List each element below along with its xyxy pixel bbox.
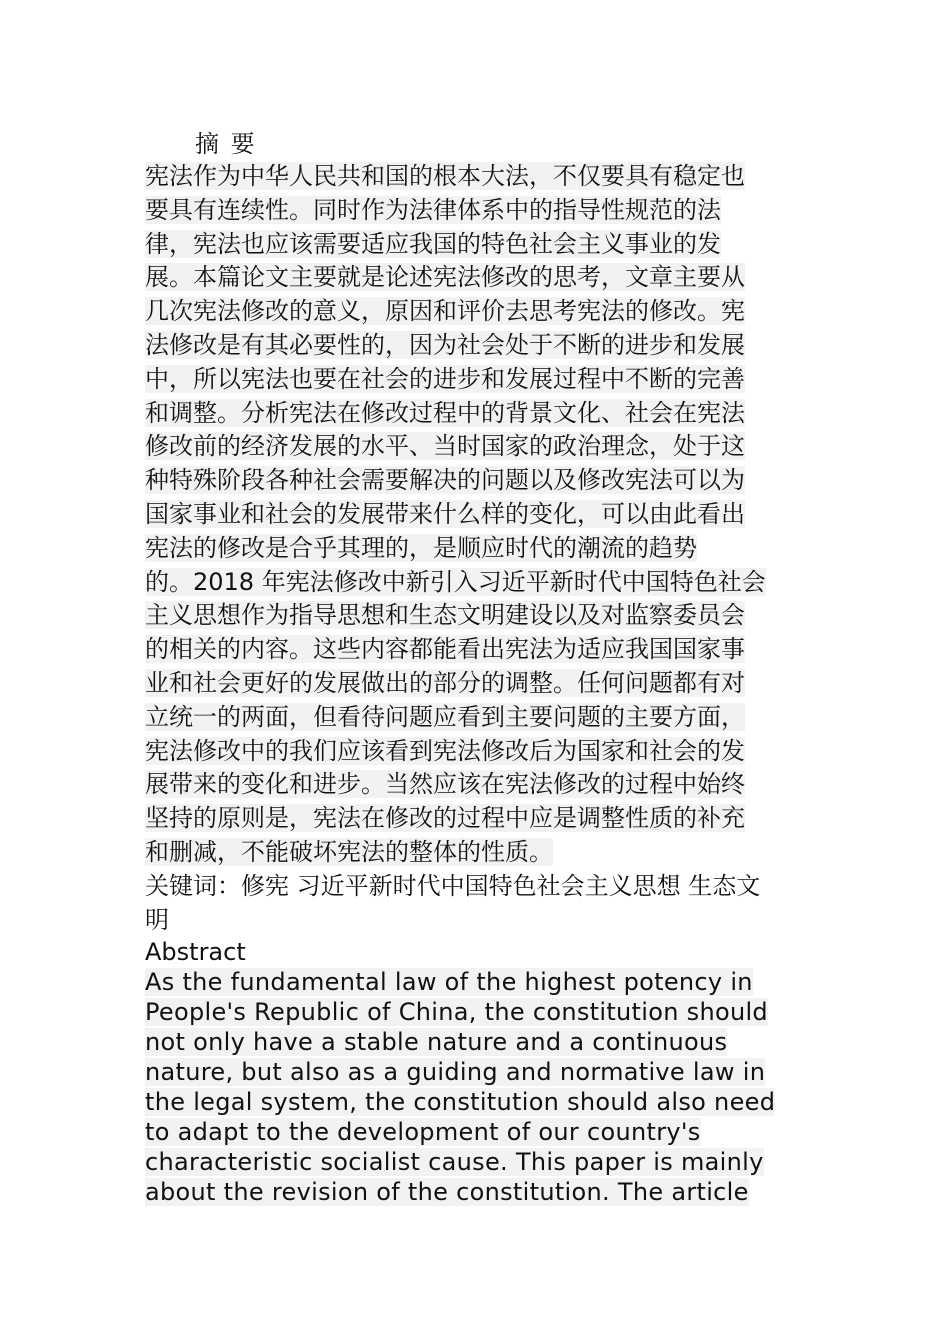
abstract-en-line [145,997,805,1027]
abstract-cn-line [145,261,805,295]
abstract-cn-line [145,329,805,363]
abstract-en-line-text: characteristic socialist cause. This paper is mainly [145,1148,764,1177]
abstract-cn-line-text: 坚持的原则是，宪法在修改的过程中应是调整性质的补充 [145,804,745,833]
abstract-cn-line-text: 业和社会更好的发展做出的部分的调整。任何问题都有对 [145,668,745,697]
abstract-cn-line [145,430,805,464]
abstract-en-line [145,1057,805,1087]
abstract-cn-line-text: 修改前的经济发展的水平、当时国家的政治理念，处于这 [145,432,745,461]
abstract-en-line [145,1147,805,1177]
abstract-cn-line-text: 要具有连续性。同时作为法律体系中的指导性规范的法 [145,195,721,224]
document-page [145,128,805,1207]
abstract-cn-line [145,228,805,262]
abstract-cn-line-text: 几次宪法修改的意义，原因和评价去思考宪法的修改。宪 [145,297,745,326]
abstract-cn-line-text: 主义思想作为指导思想和生态文明建设以及对监察委员会 [145,601,745,630]
abstract-cn-line [145,194,805,228]
abstract-cn-line [145,160,805,194]
abstract-en-line [145,1027,805,1057]
abstract-en-line [145,967,805,997]
abstract-en-title: Abstract [145,938,246,967]
abstract-en-body [145,967,805,1207]
abstract-cn-line-text: 立统一的两面，但看待问题应看到主要问题的主要方面， [145,702,745,731]
abstract-en-line-text: to adapt to the development of our country's [145,1118,701,1147]
keywords-line: 关键词：修宪 习近平新时代中国特色社会主义思想 生态文 [145,871,761,900]
abstract-cn-line [145,836,805,870]
abstract-cn-line [145,566,805,600]
abstract-en-line-text: People's Republic of China, the constitution should [145,998,768,1027]
abstract-cn-line-text: 宪法的修改是合乎其理的，是顺应时代的潮流的趋势 [145,533,697,562]
abstract-cn-line [145,498,805,532]
abstract-cn-line-text: 法修改是有其必要性的，因为社会处于不断的进步和发展 [145,330,745,359]
abstract-cn-line [145,802,805,836]
abstract-en-line-text: nature, but also as a guiding and normative law in [145,1058,766,1087]
keywords-block [145,870,805,938]
abstract-en-line [145,1177,805,1207]
abstract-cn-line [145,701,805,735]
abstract-cn-line-text: 展带来的变化和进步。当然应该在宪法修改的过程中始终 [145,770,745,799]
abstract-cn-line-text: 展。本篇论文主要就是论述宪法修改的思考，文章主要从 [145,263,745,292]
abstract-cn-line-text: 中，所以宪法也要在社会的进步和发展过程中不断的完善 [145,364,745,393]
abstract-en-line-text: the legal system, the constitution should also need [145,1088,776,1117]
abstract-en-line-text: As the fundamental law of the highest potency in [145,968,753,997]
abstract-cn-line [145,363,805,397]
abstract-en-line [145,1087,805,1117]
abstract-cn-line [145,667,805,701]
abstract-cn-line-text: 律，宪法也应该需要适应我国的特色社会主义事业的发 [145,229,721,258]
abstract-cn-line-text: 和删减，不能破坏宪法的整体的性质。 [145,837,553,866]
abstract-cn-line [145,768,805,802]
abstract-cn-line [145,464,805,498]
keywords-line: 明 [145,905,169,934]
abstract-cn-line-text: 种特殊阶段各种社会需要解决的问题以及修改宪法可以为 [145,466,745,495]
abstract-en-line [145,1117,805,1147]
abstract-cn-body [145,160,805,870]
abstract-cn-line-text: 的相关的内容。这些内容都能看出宪法为适应我国国家事 [145,635,745,664]
abstract-en-line-text: not only have a stable nature and a continuous [145,1028,728,1057]
abstract-cn-line-text: 的。2018 年宪法修改中新引入习近平新时代中国特色社会 [145,567,766,596]
abstract-cn-line [145,599,805,633]
abstract-cn-title: 摘 要 [195,130,257,158]
abstract-cn-line [145,532,805,566]
abstract-cn-line-text: 宪法修改中的我们应该看到宪法修改后为国家和社会的发 [145,736,745,765]
abstract-cn-line [145,295,805,329]
abstract-cn-line-text: 宪法作为中华人民共和国的根本大法，不仅要具有稳定也 [145,162,745,190]
abstract-cn-line-text: 国家事业和社会的发展带来什么样的变化，可以由此看出 [145,499,745,528]
abstract-en-line-text: about the revision of the constitution. The article [145,1178,749,1207]
abstract-cn-line [145,735,805,769]
abstract-cn-line-text: 和调整。分析宪法在修改过程中的背景文化、社会在宪法 [145,398,745,427]
abstract-cn-line [145,633,805,667]
abstract-cn-line [145,397,805,431]
